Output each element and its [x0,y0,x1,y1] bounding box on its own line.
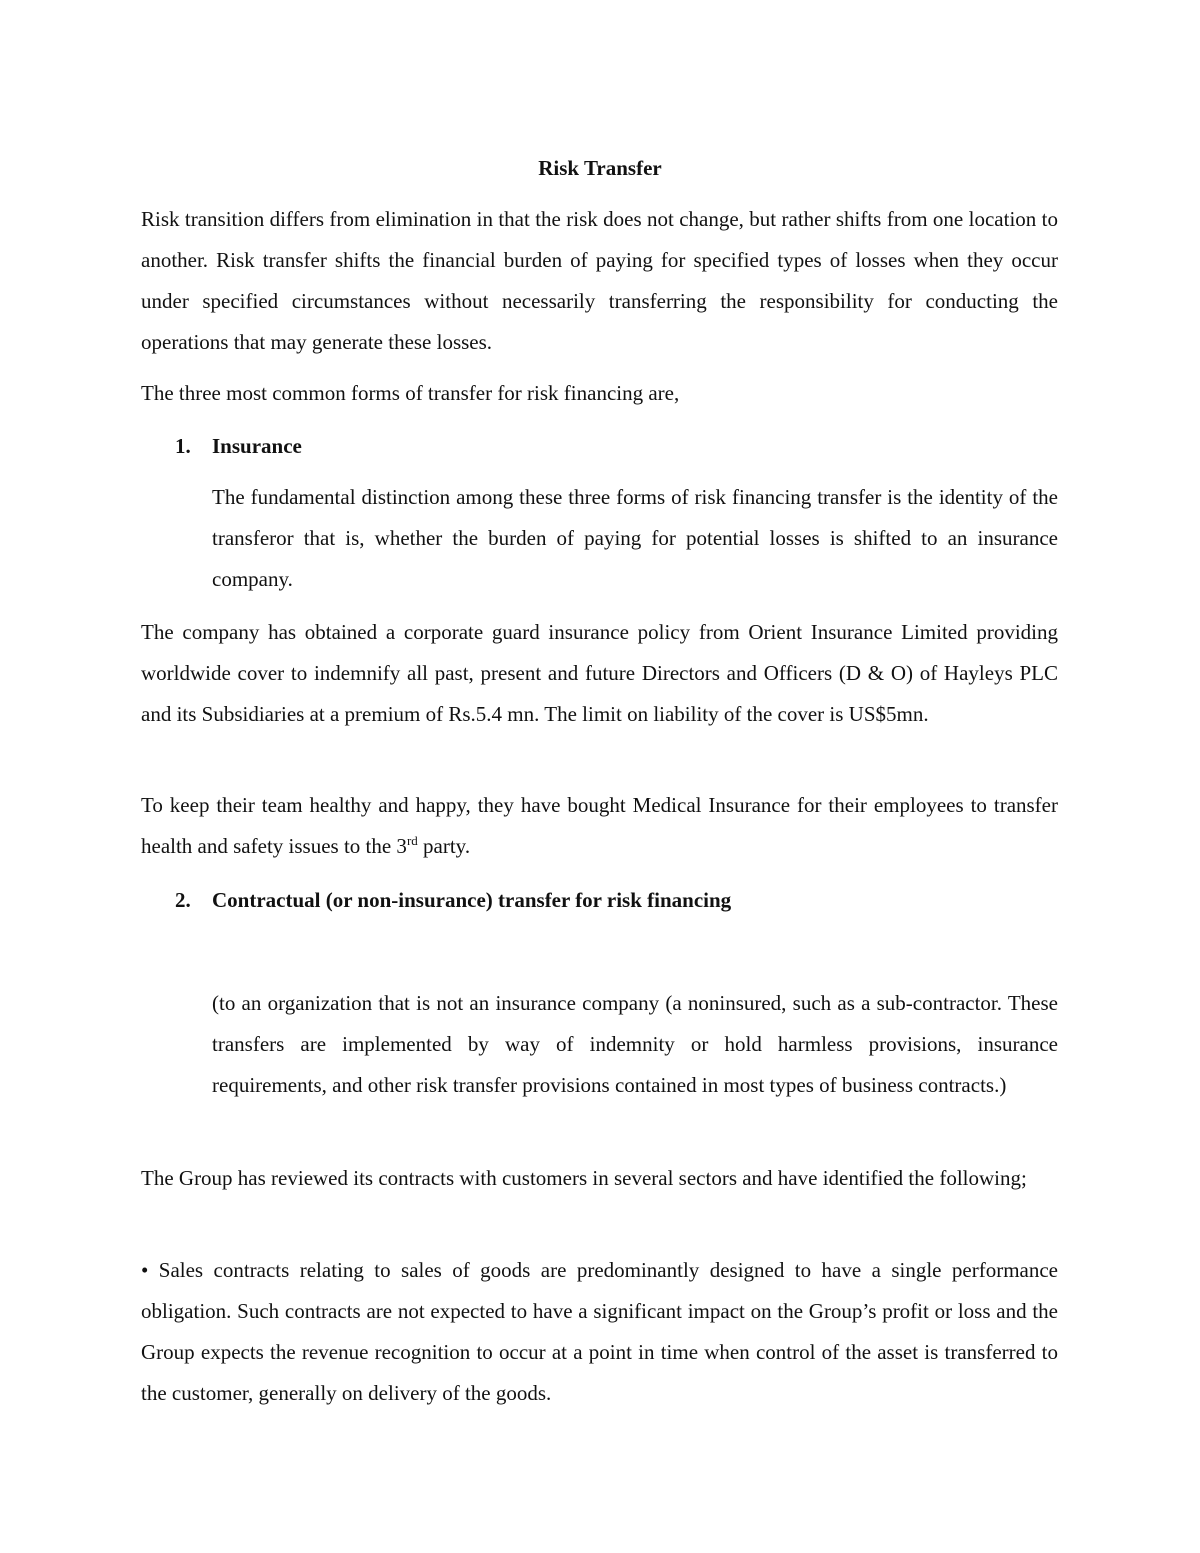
policy-paragraph: The company has obtained a corporate guard insurance policy from Orient Insurance Limited providing worldwide cover to indemnify all past, present and future Directors and Officers (D & O) of Hayleys PLC and its Subsidiaries at a premium of Rs.5.4 mn. The limit on liability of the cover is US$5mn. [141,620,1058,726]
section-2-title: Contractual (or non-insurance) transfer for risk financing [212,888,732,912]
ordinal-superscript: rd [406,833,418,848]
intro-paragraph: Risk transition differs from elimination in that the risk does not change, but rather shifts from one location to another. Risk transfer shifts the financial burden of paying for specified types of losses when they occur under specified circumstances without necessarily transferring the responsibility for conducting the operations that may generate these losses. [141,207,1058,354]
section-1-body: The fundamental distinction among these three forms of risk financing transfer is the identity of the transferor that is, whether the burden of paying for potential losses is shifted to an insurance company. [212,485,1058,591]
medical-text: To keep their team healthy and happy, they have bought Medical Insurance for their employees to transfer health and safety issues to the 3 [141,793,1058,858]
section-1-title: Insurance [212,434,302,458]
section-1-number: 1. [175,434,191,458]
section-2-heading [175,886,731,914]
document-title: Risk Transfer [538,156,662,180]
section-2-body: (to an organization that is not an insurance company (a noninsured, such as a sub-contractor. These transfers are implemented by way of indemnity or hold harmless provisions, insurance requirements, and other risk transfer provisions contained in most types of business contracts.) [212,991,1058,1097]
group-paragraph: The Group has reviewed its contracts with customers in several sectors and have identified the following; [141,1166,1027,1190]
section-2-number: 2. [175,888,191,912]
bullet-paragraph: • Sales contracts relating to sales of goods are predominantly designed to have a single performance obligation. Such contracts are not expected to have a significant impact on the Group’s profit or loss and the Group expects the revenue recognition to occur at a point in time when control of the asset is transferred to the customer, generally on delivery of the goods. [141,1258,1058,1405]
medical-paragraph [141,785,1058,867]
medical-text-end: party. [417,834,471,858]
section-1-heading [175,432,302,460]
forms-intro-paragraph: The three most common forms of transfer for risk financing are, [141,381,680,405]
